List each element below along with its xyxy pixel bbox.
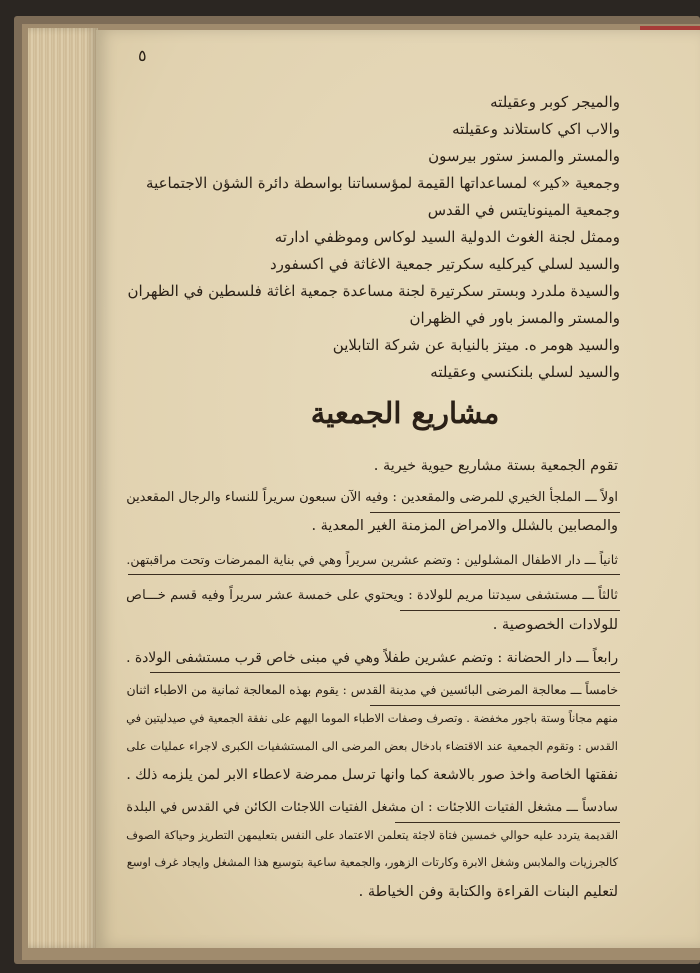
intro-paragraph: تقوم الجمعية بستة مشاريع حيوية خيرية . xyxy=(373,458,618,474)
paragraph-6-line-1: سادساً ـــ مشغل الفتيات اللاجئات : ان مشغل الفتيات اللاجئات الكائن في القدس في البلدة xyxy=(126,800,618,815)
list-item: وجمعية المينونايتس في القدس xyxy=(427,201,620,219)
paragraph-6-line-3: كالجرزيات والملابس وشغل الابرة وكارتات الزهور، والجمعية ساعية بتوسيع هذا المشغل وايجاد غرف اوسع xyxy=(126,856,618,869)
list-item: والسيد هومر ه. ميتز بالنيابة عن شركة التابلاين xyxy=(332,336,620,354)
underline xyxy=(150,672,620,673)
page-edges xyxy=(28,28,98,948)
list-item: والمستر والمسز باور في الظهران xyxy=(409,309,620,327)
list-item: والميجر كوبر وعقيلته xyxy=(490,93,620,111)
paragraph-5-line-2: منهم مجاناً وستة باجور مخفضة . وتصرف وصفات الاطباء الموما اليهم على نفقة الجمعية في صيدليتين في xyxy=(126,711,618,725)
underline xyxy=(370,512,620,513)
paragraph-2-line-1: ثانياً ـــ دار الاطفال المشلولين : وتضم عشرين سريراً وهي في بناية الممرضات وتحت مراقبتهن. xyxy=(126,552,618,567)
paragraph-5-line-4: نفقتها الخاصة واخذ صور بالاشعة كما وانها ترسل ممرضة لاعطاء الابر لمن يلزمه ذلك . xyxy=(126,767,618,783)
list-item: والمستر والمسز ستور بيرسون xyxy=(428,147,620,165)
list-item: والسيدة ملدرد وبستر سكرتيرة لجنة مساعدة جمعية اغاثة فلسطين في الظهران xyxy=(127,282,620,300)
underline xyxy=(128,574,620,575)
paragraph-5-line-3: القدس : وتقوم الجمعية عند الاقتضاء بادخال بعض المرضى الى المستشفيات الكبرى لاجراء عمليات على xyxy=(126,739,618,753)
page-number: ٥ xyxy=(138,46,147,65)
paragraph-4-line-1: رابعاً ـــ دار الحضانة : وتضم عشرين طفلاً وهي في مبنى خاص قرب مستشفى الولادة . xyxy=(126,650,618,666)
paragraph-6-line-2: القديمة يتردد عليه حوالي خمسين فتاة لاجئة يتعلمن الاعتماد على النفس بتعليمهن التطريز وحياكة الصوف xyxy=(126,828,618,842)
list-item: والسيد لسلي كيركليه سكرتير جمعية الاغاثة في اكسفورد xyxy=(269,255,620,273)
list-item: وجمعية «كير» لمساعداتها القيمة لمؤسساتنا بواسطة دائرة الشؤن الاجتماعية xyxy=(146,174,620,192)
paragraph-3-line-2: للولادات الخصوصية . xyxy=(492,617,618,633)
list-item: والسيد لسلي بلنكنسي وعقيلته xyxy=(430,363,620,381)
underline xyxy=(395,822,620,823)
list-item: وممثل لجنة الغوث الدولية السيد لوكاس وموظفي ادارته xyxy=(274,228,620,246)
paragraph-5-line-1: خامساً ـــ معالجة المرضى البائسين في مدينة القدس : يقوم بهذه المعالجة ثمانية من الاطباء اثنان xyxy=(126,683,618,697)
paragraph-3-line-1: ثالثاً ـــ مستشفى سيدتنا مريم للولادة : ويحتوي على خمسة عشر سريراً وفيه قسم خـــاص xyxy=(126,588,618,603)
paragraph-1-line-1: اولاً ـــ الملجأ الخيري للمرضى والمقعدين : وفيه الآن سبعون سريراً للنساء والرجال المقعدين xyxy=(126,490,618,505)
section-heading: مشاريع الجمعية xyxy=(310,396,500,430)
underline xyxy=(400,610,620,611)
underline xyxy=(370,705,620,706)
paragraph-1-line-2: والمصابين بالشلل والامراض المزمنة الغير المعدية . xyxy=(311,518,618,534)
paragraph-6-line-4: لتعليم البنات القراءة والكتابة وفن الخياطة . xyxy=(358,884,618,900)
list-item: والاب اكي كاستلاند وعقيلته xyxy=(452,120,620,138)
